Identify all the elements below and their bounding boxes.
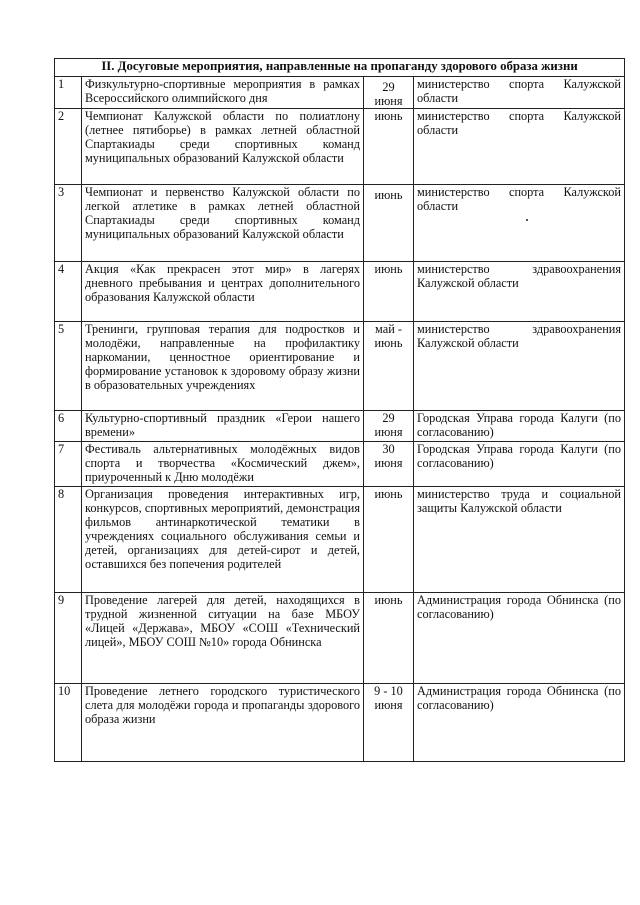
event-organizer: Администрация города Обнинска (по согласованию) — [414, 593, 625, 684]
section-header-row — [55, 59, 625, 77]
event-name: Культурно-спортивный праздник «Герои нашего времени» — [82, 411, 364, 442]
row-number: 6 — [55, 411, 82, 442]
event-date: 29 июня — [364, 77, 414, 109]
event-date: июнь — [364, 185, 414, 262]
event-organizer: министерство труда и социальной защиты Калужской области — [414, 487, 625, 593]
event-date: май - июнь — [364, 322, 414, 411]
row-number: 4 — [55, 262, 82, 322]
row-number: 7 — [55, 442, 82, 487]
table-row — [55, 77, 625, 109]
event-date: 29 июня — [364, 411, 414, 442]
row-number: 10 — [55, 684, 82, 762]
scan-speck — [526, 219, 528, 221]
event-date: июнь — [364, 262, 414, 322]
events-table — [54, 58, 625, 762]
table-row — [55, 593, 625, 684]
row-number: 3 — [55, 185, 82, 262]
event-organizer: Городская Управа города Калуги (по согласованию) — [414, 442, 625, 487]
section-title: II. Досуговые мероприятия, направленные на пропаганду здорового образа жизни — [55, 59, 625, 77]
event-date: 9 - 10 июня — [364, 684, 414, 762]
table-row — [55, 322, 625, 411]
event-organizer: министерство здравоохранения Калужской области — [414, 322, 625, 411]
event-organizer: министерство здравоохранения Калужской области — [414, 262, 625, 322]
row-number: 1 — [55, 77, 82, 109]
row-number: 9 — [55, 593, 82, 684]
event-organizer: министерство спорта Калужской области — [414, 77, 625, 109]
event-organizer: Администрация города Обнинска (по согласованию) — [414, 684, 625, 762]
event-date: июнь — [364, 593, 414, 684]
event-organizer: Городская Управа города Калуги (по согласованию) — [414, 411, 625, 442]
event-date: июнь — [364, 109, 414, 185]
table-row — [55, 684, 625, 762]
event-name: Проведение лагерей для детей, находящихся в трудной жизненной ситуации на базе МБОУ «Лицей «Держава», МБОУ «СОШ «Технический лицей», МБОУ СОШ №10» города Обнинска — [82, 593, 364, 684]
event-name: Фестиваль альтернативных молодёжных видов спорта и творчества «Космический джем», приуроченный к Дню молодёжи — [82, 442, 364, 487]
event-name: Организация проведения интерактивных игр, конкурсов, спортивных мероприятий, демонстрация фильмов антинаркотической тематики в учреждениях социального обслуживания семьи и детей, организациях для детей-сирот и детей, оставшихся без попечения родителей — [82, 487, 364, 593]
row-number: 2 — [55, 109, 82, 185]
event-name: Физкультурно-спортивные мероприятия в рамках Всероссийского олимпийского дня — [82, 77, 364, 109]
table-row — [55, 185, 625, 262]
row-number: 5 — [55, 322, 82, 411]
table-row — [55, 109, 625, 185]
table-row — [55, 411, 625, 442]
event-name: Акция «Как прекрасен этот мир» в лагерях дневного пребывания и центрах дополнительного образования Калужской области — [82, 262, 364, 322]
table-row — [55, 262, 625, 322]
event-organizer: министерство спорта Калужской области — [414, 185, 625, 262]
event-date: 30 июня — [364, 442, 414, 487]
event-organizer: министерство спорта Калужской области — [414, 109, 625, 185]
table-row — [55, 442, 625, 487]
row-number: 8 — [55, 487, 82, 593]
event-name: Чемпионат Калужской области по полиатлону (летнее пятиборье) в рамках летней областной Спартакиады среди спортивных команд муниципальных образований Калужской области — [82, 109, 364, 185]
event-date: июнь — [364, 487, 414, 593]
table-row — [55, 487, 625, 593]
event-name: Тренинги, групповая терапия для подростков и молодёжи, направленные на профилактику наркомании, ценностное ориентирование и формирование установок к здоровому образу жизни в образовательных учреждениях — [82, 322, 364, 411]
event-name: Чемпионат и первенство Калужской области по легкой атлетике в рамках летней областной Спартакиады среди спортивных команд муниципальных образований Калужской области — [82, 185, 364, 262]
event-name: Проведение летнего городского туристического слета для молодёжи города и пропаганды здорового образа жизни — [82, 684, 364, 762]
